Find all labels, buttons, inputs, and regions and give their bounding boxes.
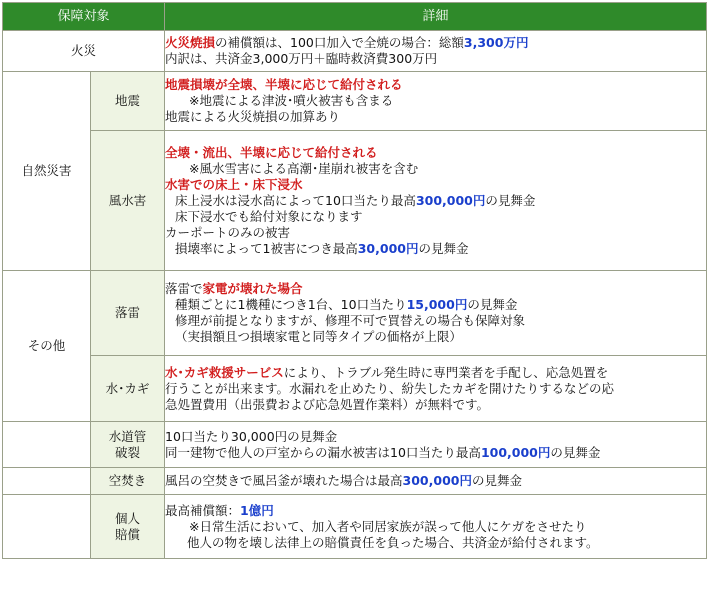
label-pipe-burst: 水道管 破裂	[91, 422, 165, 468]
row-empty-boil	[3, 468, 707, 495]
lightning-line-3: 修理が前提となりますが、修理不可で買替えの場合も保障対象	[175, 313, 526, 328]
header-row	[3, 3, 707, 31]
storm-line-2: ※風水雪害による高潮･崖崩れ被害を含む	[189, 160, 419, 176]
label-natural-disaster: 自然災害	[3, 72, 91, 271]
label-water-key: 水･カギ	[91, 356, 165, 422]
row-personal-liability	[3, 495, 707, 559]
header-detail: 詳細	[165, 3, 707, 31]
storm-line-4: 床上浸水は浸水高によって10口当たり最高300,000円の見舞金	[175, 192, 536, 208]
lightning-line-1: 落雷で家電が壊れた場合	[165, 281, 303, 296]
detail-earthquake	[165, 72, 707, 131]
detail-pipe-burst	[165, 422, 707, 468]
earthquake-line-1: 地震損壊が全壊、半壊に応じて給付される	[165, 77, 403, 92]
storm-line-3: 水害での床上・床下浸水	[165, 176, 303, 192]
water-key-line-1: 水･カギ救援サービスにより、トラブル発生時に専門業者を手配し、応急処置を	[165, 364, 609, 380]
label-storm-flood: 風水害	[91, 131, 165, 271]
detail-water-key	[165, 356, 707, 422]
spacer-empty-boil	[3, 468, 91, 495]
earthquake-line-3: 地震による火災焼損の加算あり	[165, 109, 341, 124]
empty-boil-line-1: 風呂の空焚きで風呂釜が壊れた場合は最高300,000円の見舞金	[165, 473, 522, 488]
lightning-line-4: （実損額且つ損壊家電と同等タイプの価格が上限）	[175, 329, 462, 344]
row-pipe-burst	[3, 422, 707, 468]
detail-empty-boil	[165, 468, 707, 495]
row-lightning	[3, 271, 707, 356]
storm-line-5: 床下浸水でも給付対象になります	[175, 208, 363, 224]
storm-line-1: 全壊・流出、半壊に応じて給付される	[165, 144, 378, 160]
fire-line-1: 火災焼損の補償額は、100口加入で全焼の場合：総額3,300万円	[165, 35, 529, 50]
label-personal-liability: 個人 賠償	[91, 495, 165, 559]
lightning-line-2: 種類ごとに1機種につき1台、10口当たり15,000円の見舞金	[175, 297, 518, 312]
label-earthquake: 地震	[91, 72, 165, 131]
water-key-line-3: 急処置費用（出張費および応急処置作業料）が無料です。	[165, 396, 490, 412]
storm-line-6: カーポートのみの被害	[165, 224, 291, 240]
pipe-line-1: 10口当たり30,000円の見舞金	[165, 428, 338, 444]
detail-personal-liability	[165, 495, 707, 559]
row-storm-flood	[3, 131, 707, 271]
label-other: その他	[3, 271, 91, 422]
row-fire	[3, 31, 707, 72]
detail-fire	[165, 31, 707, 72]
water-key-line-2: 行うことが出来ます。水漏れを止めたり、紛失したカギを開けたりするなどの応	[165, 380, 615, 396]
detail-storm-flood	[165, 131, 707, 271]
detail-lightning	[165, 271, 707, 356]
spacer-liability	[3, 495, 91, 559]
coverage-table	[2, 2, 707, 559]
label-fire: 火災	[3, 31, 165, 72]
earthquake-line-2: ※地震による津波･噴火被害も含まる	[189, 93, 394, 108]
storm-line-7: 損壊率によって1被害につき最高30,000円の見舞金	[175, 240, 469, 256]
fire-line-2: 内訳は、共済金3,000万円＋臨時救済費300万円	[165, 51, 438, 66]
pipe-line-2: 同一建物で他人の戸室からの漏水被害は10口当たり最高100,000円の見舞金	[165, 444, 601, 460]
label-empty-boil: 空焚き	[91, 468, 165, 495]
liability-line-3: 他人の物を壊し法律上の賠償責任を負った場合、共済金が給付されます。	[187, 534, 599, 550]
header-category: 保障対象	[3, 3, 165, 31]
label-lightning: 落雷	[91, 271, 165, 356]
liability-line-1: 最高補償額：1億円	[165, 502, 274, 518]
liability-line-2: ※日常生活において、加入者や同居家族が誤って他人にケガをさせたり	[189, 518, 587, 534]
spacer-pipe	[3, 422, 91, 468]
row-water-key	[3, 356, 707, 422]
row-earthquake	[3, 72, 707, 131]
